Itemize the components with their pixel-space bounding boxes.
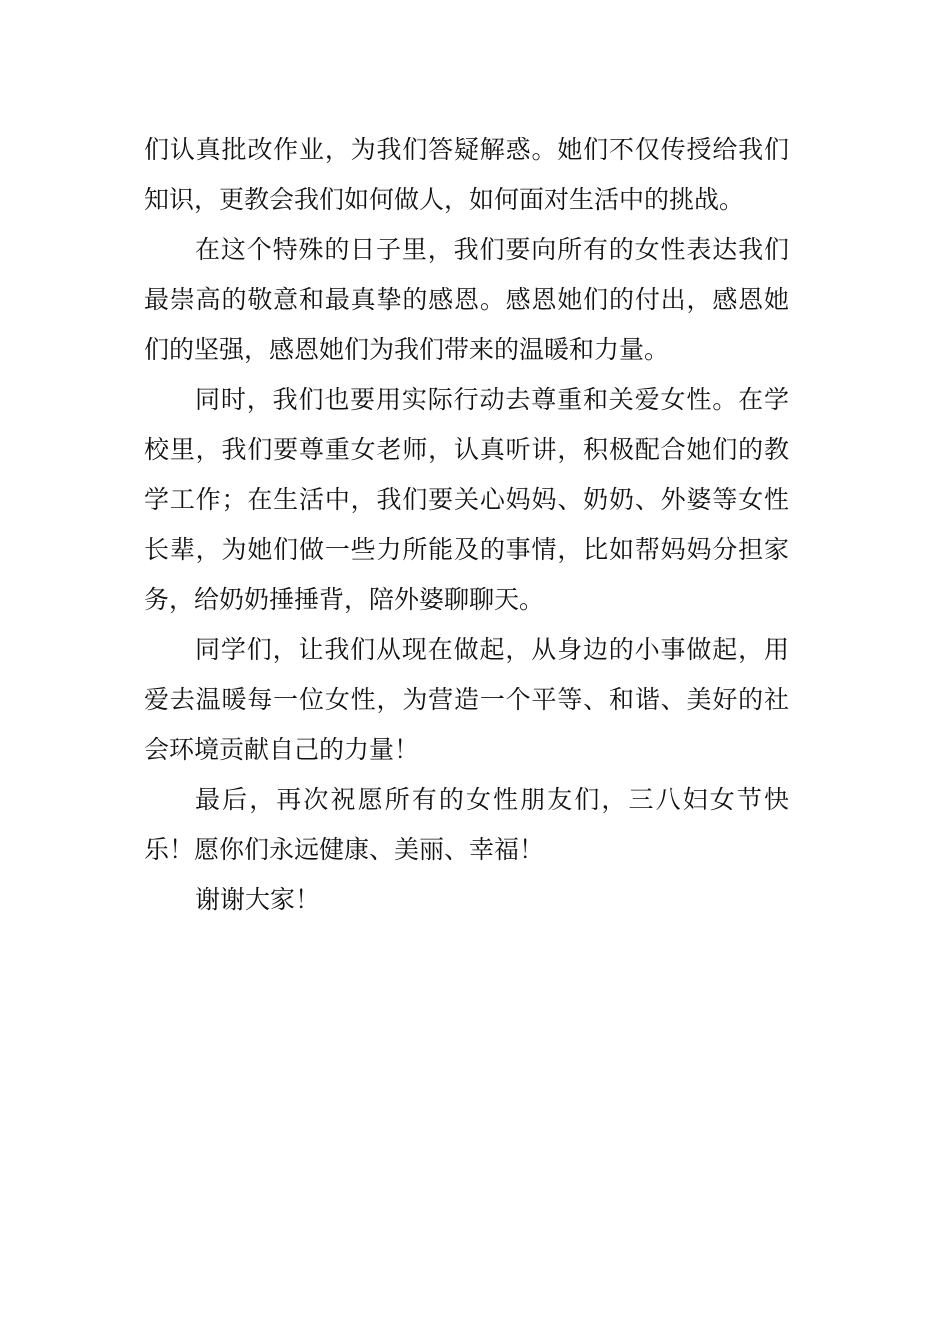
text-line: 们的坚强，感恩她们为我们带来的温暖和力量。 (144, 335, 670, 364)
document-body (144, 125, 789, 925)
paragraph-first-line: 在这个特殊的日子里，我们要向所有的女性表达我们 (195, 235, 789, 264)
paragraph-first-line: 同时，我们也要用实际行动去尊重和关爱女性。在学 (195, 385, 789, 414)
text-line: 最崇高的敬意和最真挚的感恩。感恩她们的付出，感恩她 (144, 285, 789, 314)
text-line: 爱去温暖每一位女性，为营造一个平等、和谐、美好的社 (144, 685, 789, 714)
text-line: 务，给奶奶捶捶背，陪外婆聊聊天。 (144, 585, 545, 614)
paragraph-first-line: 同学们，让我们从现在做起，从身边的小事做起，用 (195, 635, 789, 664)
text-line: 会环境贡献自己的力量！ (144, 735, 420, 764)
text-line: 乐！愿你们永远健康、美丽、幸福！ (144, 835, 545, 864)
text-line: 们认真批改作业，为我们答疑解惑。她们不仅传授给我们 (144, 135, 789, 164)
text-line: 长辈，为她们做一些力所能及的事情，比如帮妈妈分担家 (144, 535, 789, 564)
text-line: 知识，更教会我们如何做人，如何面对生活中的挑战。 (144, 185, 745, 214)
paragraph-first-line: 最后，再次祝愿所有的女性朋友们，三八妇女节快 (195, 785, 789, 814)
closing-line: 谢谢大家！ (195, 885, 321, 914)
text-line: 学工作；在生活中，我们要关心妈妈、奶奶、外婆等女性 (144, 485, 789, 514)
text-line: 校里，我们要尊重女老师，认真听讲，积极配合她们的教 (144, 435, 789, 464)
